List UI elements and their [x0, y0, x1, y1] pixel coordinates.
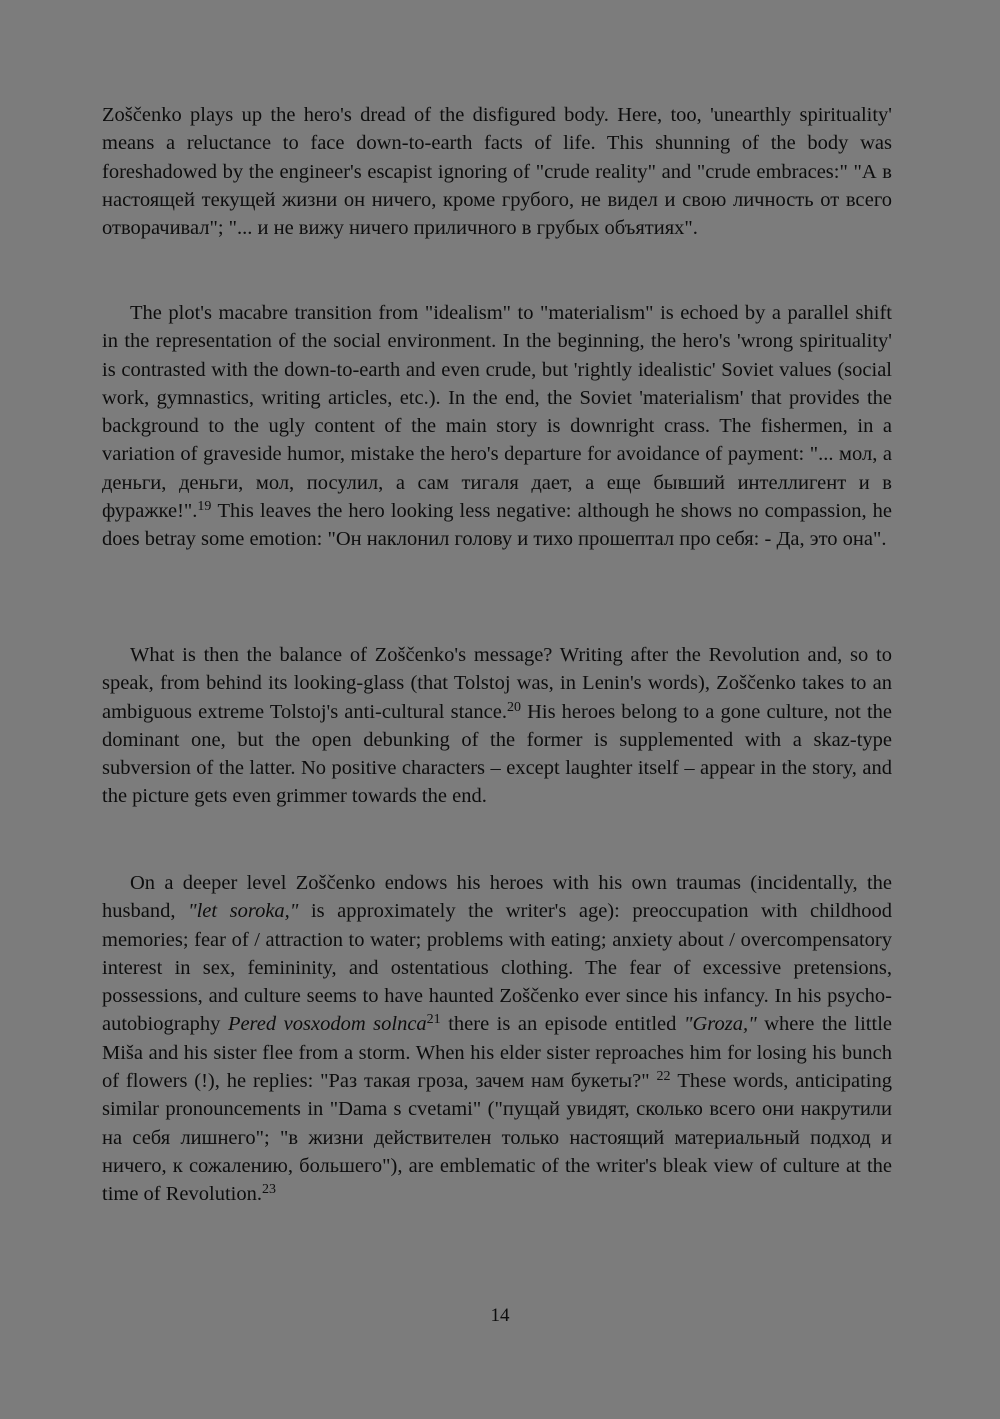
- paragraph-1-text: Zoščenko plays up the hero's dread of the disfigured body. Here, too, 'unearthly spirituality' means a reluctance to face down-to-earth facts of life. This shunning of the body was foreshadowed by the engineer's escapist ignoring of "crude reality" and "crude embraces:" "А в настоящей текущей жизни он ничего, кроме грубого, не видел и свою личность от всего отворачивал"; "... и не вижу ничего приличного в грубых объятиях".: [102, 104, 892, 240]
- footnote-ref-22: 22: [656, 1069, 671, 1085]
- paragraph-3: [102, 641, 892, 811]
- footnote-ref-23: 23: [262, 1182, 276, 1198]
- footnote-ref-20: 20: [506, 699, 521, 715]
- paragraph-4-text-cont-3: where the little Miša and his sister flee from a storm. When his elder sister reproaches him for losing his bunch of flowers (!), he replies: "Раз такая гроза, зачем нам букеты?": [102, 1013, 892, 1093]
- paragraph-4: [102, 869, 892, 1209]
- footnote-ref-21: 21: [426, 1012, 441, 1028]
- paragraph-1: [102, 101, 892, 242]
- page-number: 14: [490, 1305, 510, 1326]
- paragraph-3-text: What is then the balance of Zoščenko's message? Writing after the Revolution and, so to speak, from behind its looking-glass (that Tolstoj was, in Lenin's words), Zoščenko takes to an ambiguous extreme Tolstoj's anti-cultural stance.: [102, 644, 892, 723]
- paragraph-2-text-cont: This leaves the hero looking less negative: although he shows no compassion, he does betray some emotion: "Он наклонил голову и тихо прошептал про себя: - Да, это она".: [102, 500, 892, 551]
- book-title: Pered vosxodom solnca: [227, 1013, 427, 1036]
- paragraph-4-text-cont-1: is approximately the writer's age): preoccupation with childhood memories; fear of / attraction to water; problems with eating; anxiety about / overcompensatory interest in sex, femininity, and ostentatious clothing. The fear of excessive pretensions, possessions, and culture seems to have haunted Zoščenko ever since his infancy. In his psycho-autobiography: [102, 900, 892, 1036]
- paragraph-3-text-cont: His heroes belong to a gone culture, not the dominant one, but the open debunking of the former is supplemented with a skaz-type subversion of the latter. No positive characters – except laughter itself – appear in the story, and the picture gets even grimmer towards the end.: [102, 700, 892, 808]
- paragraph-2-text: The plot's macabre transition from "idealism" to "materialism" is echoed by a parallel shift in the representation of the social environment. In the beginning, the hero's 'wrong spirituality' is contrasted with the down-to-earth and even crude, but 'rightly idealistic' Soviet values (social work, gymnastics, writing articles, etc.). In the end, the Soviet 'materialism' that provides the background to the ugly content of the main story is downright crass. The fishermen, in a variation of graveside humor, mistake the hero's departure for avoidance of payment: "... мол, а деньги, деньги, мол, посулил, а сам тигаля дает, а еще бывший интеллигент и в фуражке!".: [102, 302, 892, 523]
- paragraph-4-text-cont-2: there is an episode entitled: [440, 1013, 684, 1036]
- paragraph-2: [102, 299, 892, 554]
- quoted-title-let-soroka: "let soroka,": [188, 900, 299, 923]
- episode-title: "Groza,": [683, 1013, 757, 1036]
- paragraph-4-text-cont-4: These words, anticipating similar pronouncements in "Dama s cvetami" ("пущай увидят, сколько всего они накрутили на себя лишнего"; "в жизни действителен только настоящий материальный подход и ничего, к сожалению, большего"), are emblematic of the writer's bleak view of culture at the time of Revolution.: [102, 1070, 892, 1206]
- paragraph-4-text: On a deeper level Zoščenko endows his heroes with his own traumas (incidentally, the husband,: [102, 872, 892, 923]
- footnote-ref-19: 19: [197, 499, 212, 515]
